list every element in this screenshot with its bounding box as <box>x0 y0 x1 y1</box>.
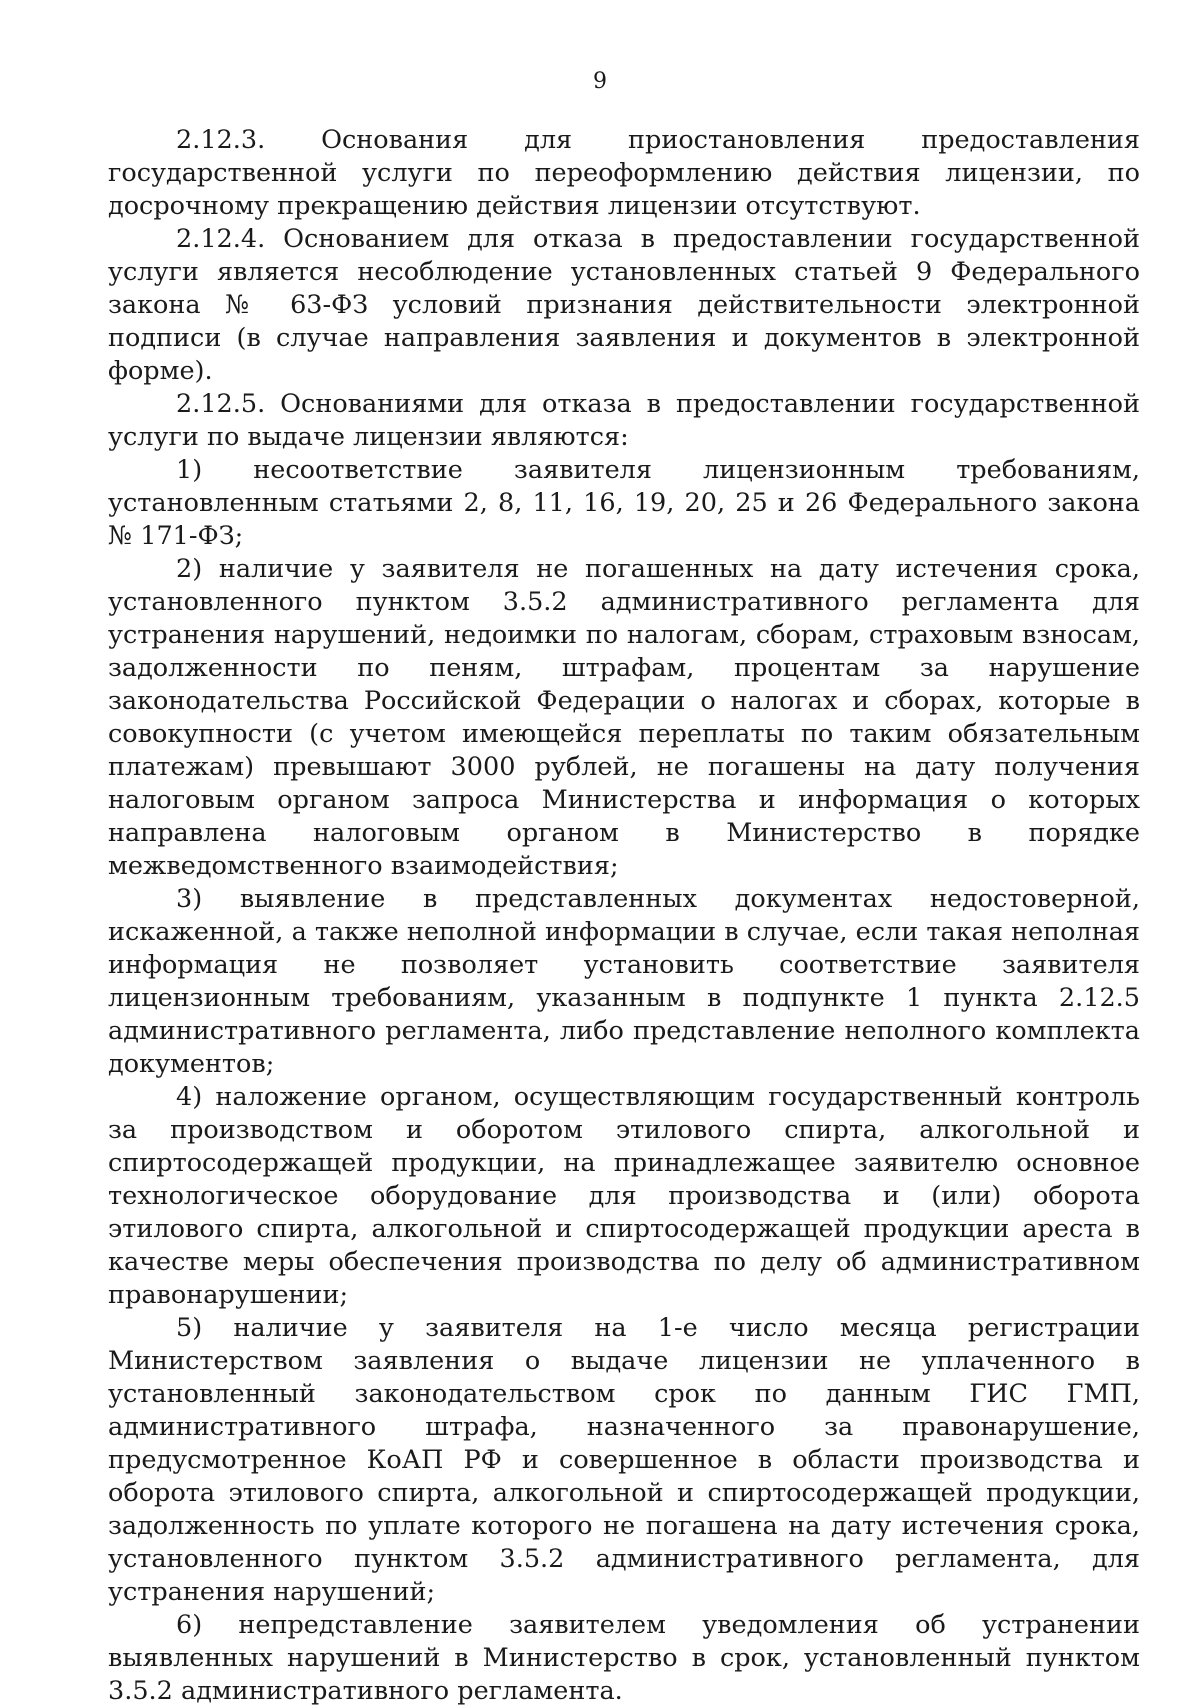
paragraph-2-12-3: 2.12.3. Основания для приостановления предоставления государственной услуги по переоформлению действия лицензии, по досрочному прекращению действия лицензии отсутствуют. <box>108 125 1140 221</box>
page-number: 9 <box>593 69 607 94</box>
list-item-3: 3) выявление в представленных документах недостоверной, искаженной, а также неполной информации в случае, если такая неполная информация не позволяет установить соответствие заявителя лицензионным требованиям, указанным в подпункте 1 пункта 2.12.5 административного регламента, либо представление неполного комплекта документов; <box>108 884 1140 1079</box>
list-item-2: 2) наличие у заявителя не погашенных на дату истечения срока, установленного пунктом 3.5.2 административного регламента для устранения нарушений, недоимки по налогам, сборам, страховым взносам, задолженности по пеням, штрафам, процентам за нарушение законодательства Российской Федерации о налогах и сборах, которые в совокупности (с учетом имеющейся переплаты по таким обязательным платежам) превышают 3000 рублей, не погашены на дату получения налоговым органом запроса Министерства и информация о которых направлена налоговым органом в Министерство в порядке межведомственного взаимодействия; <box>108 554 1140 881</box>
list-item-5: 5) наличие у заявителя на 1-е число месяца регистрации Министерством заявления о выдаче лицензии не уплаченного в установленный законодательством срок по данным ГИС ГМП, административного штрафа, назначенного за правонарушение, предусмотренное КоАП РФ и совершенное в области производства и оборота этилового спирта, алкогольной и спиртосодержащей продукции, задолженность по уплате которого не погашена на дату истечения срока, установленного пунктом 3.5.2 административного регламента, для устранения нарушений; <box>108 1313 1140 1607</box>
list-item-6: 6) непредставление заявителем уведомления об устранении выявленных нарушений в Министерство в срок, установленный пунктом 3.5.2 административного регламента. <box>108 1610 1140 1706</box>
document-body <box>108 124 1140 1708</box>
paragraph-2-12-4: 2.12.4. Основанием для отказа в предоставлении государственной услуги является несоблюдение установленных статьей 9 Федерального закона № 63-ФЗ условий признания действительности электронной подписи (в случае направления заявления и документов в электронной форме). <box>108 224 1140 386</box>
list-item-4: 4) наложение органом, осуществляющим государственный контроль за производством и оборотом этилового спирта, алкогольной и спиртосодержащей продукции, на принадлежащее заявителю основное технологическое оборудование для производства и (или) оборота этилового спирта, алкогольной и спиртосодержащей продукции ареста в качестве меры обеспечения производства по делу об административном правонарушении; <box>108 1082 1140 1310</box>
list-item-1: 1) несоответствие заявителя лицензионным требованиям, установленным статьями 2, 8, 11, 16, 19, 20, 25 и 26 Федерального закона № 171-ФЗ; <box>108 455 1140 551</box>
paragraph-2-12-5: 2.12.5. Основаниями для отказа в предоставлении государственной услуги по выдаче лицензии являются: <box>108 389 1140 452</box>
